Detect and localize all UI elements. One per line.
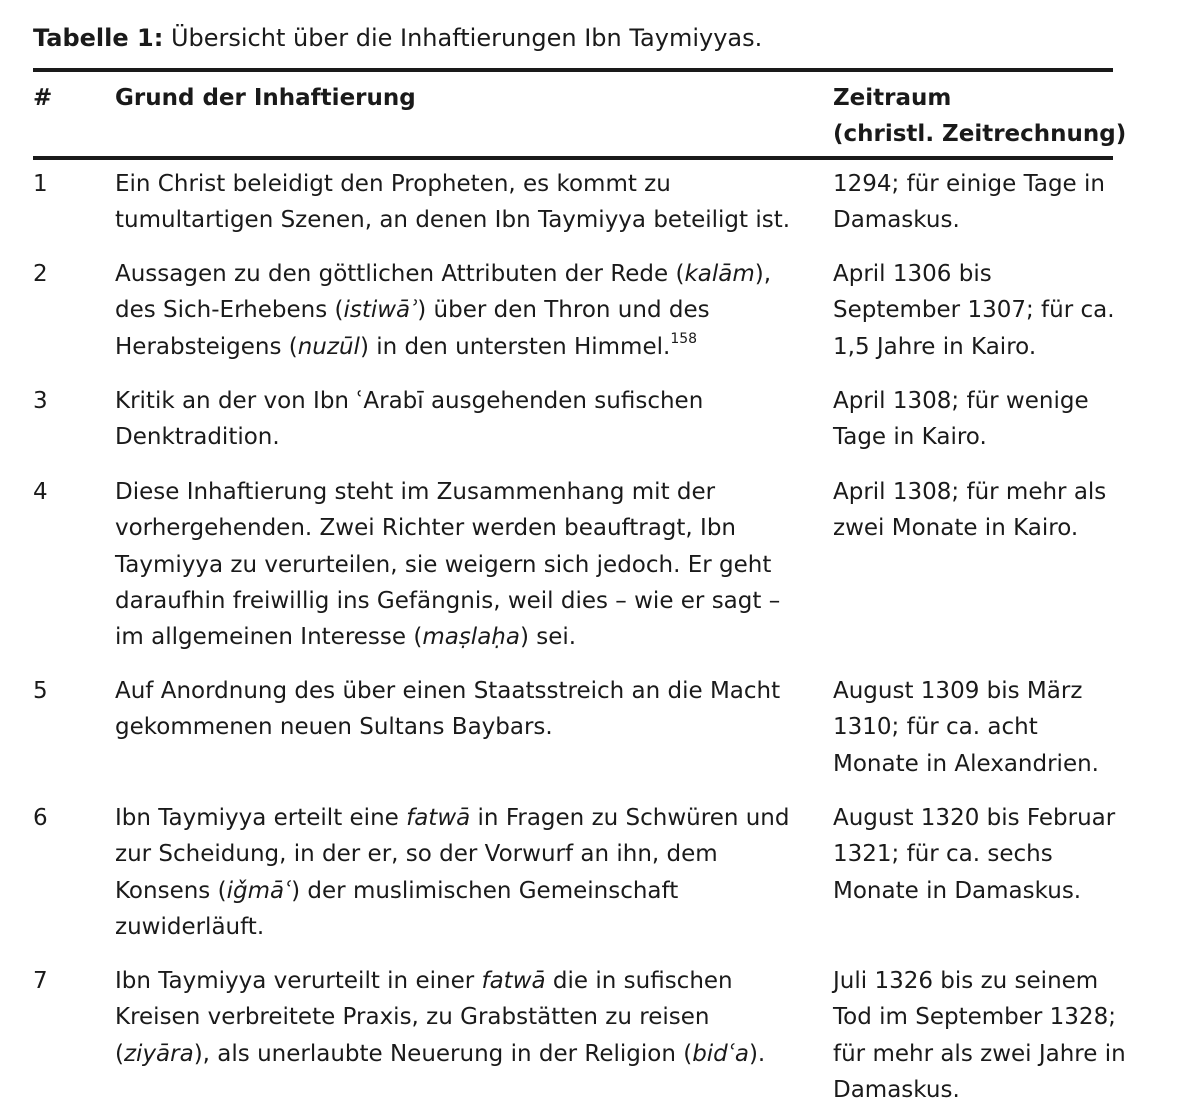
cell-line: zwei Monate in Kairo. (833, 515, 1079, 542)
cell-line: Diese Inhaftierung steht im Zusammenhang mit der (115, 479, 716, 505)
cell-line: August 1320 bis Februar (833, 805, 1116, 831)
cell-line: Monate in Alexandrien. (833, 750, 1099, 777)
row-period (833, 800, 1133, 909)
cell-line: Tage in Kairo. (833, 424, 987, 451)
cell-line: zuwiderläuft. (115, 913, 265, 940)
caption-label: Tabelle 1: (33, 24, 164, 52)
row-reason (115, 673, 815, 746)
row-reason (115, 166, 815, 239)
cell-line: September 1307; für ca. (833, 297, 1115, 324)
table-caption (33, 22, 762, 54)
cell-line: Damaskus. (833, 207, 960, 234)
cell-line: des Sich-Erhebens (istiwāʾ) über den Thron und des (115, 297, 710, 324)
cell-line: Ein Christ beleidigt den Propheten, es kommt zu (115, 171, 671, 197)
cell-line: 1294; für einige Tage in (833, 171, 1105, 197)
cell-line: August 1309 bis März (833, 678, 1083, 704)
row-reason (115, 963, 815, 1072)
cell-line: Kreisen verbreitete Praxis, zu Grabstätten zu reisen (115, 1004, 710, 1031)
cell-line: gekommenen neuen Sultans Baybars. (115, 714, 553, 741)
cell-line: zur Scheidung, in der er, so der Vorwurf an ihn, dem (115, 841, 718, 868)
cell-line: Tod im September 1328; (833, 1004, 1116, 1031)
cell-line: (ziyāra), als unerlaubte Neuerung in der Religion (bidʿa). (115, 1040, 766, 1067)
row-reason (115, 256, 815, 365)
cell-line: Ibn Taymiyya erteilt eine fatwā in Fragen zu Schwüren und (115, 805, 790, 831)
row-period (833, 673, 1133, 782)
cell-line: April 1308; für wenige (833, 388, 1089, 414)
row-number: 7 (33, 968, 48, 994)
cell-line: Aussagen zu den göttlichen Attributen der Rede (kalām), (115, 261, 772, 287)
cell-line: April 1308; für mehr als (833, 479, 1107, 505)
row-period (833, 256, 1133, 365)
header-number: # (33, 85, 53, 111)
cell-line: 1,5 Jahre in Kairo. (833, 333, 1037, 360)
cell-line: im allgemeinen Interesse (maṣlaḥa) sei. (115, 624, 577, 651)
row-number: 4 (33, 479, 48, 505)
cell-line: daraufhin freiwillig ins Gefängnis, weil dies – wie er sagt – (115, 587, 781, 614)
table-top-rule (33, 68, 1113, 72)
row-number: 2 (33, 261, 48, 287)
row-period (833, 474, 1133, 547)
header-period-line1: Zeitraum (833, 85, 952, 111)
row-reason (115, 474, 815, 655)
cell-line: Juli 1326 bis zu seinem (833, 968, 1099, 994)
caption-text: Übersicht über die Inhaftierungen Ibn Taymiyyas. (170, 24, 763, 52)
cell-line: April 1306 bis (833, 261, 992, 287)
row-reason (115, 383, 815, 456)
cell-line: Monate in Damaskus. (833, 877, 1082, 904)
row-number: 6 (33, 805, 48, 831)
cell-line: Kritik an der von Ibn ʿArabī ausgehenden sufischen (115, 388, 704, 414)
cell-line: 1321; für ca. sechs (833, 841, 1053, 868)
header-period (833, 80, 1126, 152)
row-period (833, 166, 1133, 239)
footnote-marker: 158 (670, 330, 698, 347)
cell-line: Auf Anordnung des über einen Staatsstreich an die Macht (115, 678, 781, 704)
row-number: 5 (33, 678, 48, 704)
cell-line: Denktradition. (115, 424, 280, 451)
cell-line: vorhergehenden. Zwei Richter werden beauftragt, Ibn (115, 515, 736, 542)
header-reason: Grund der Inhaftierung (115, 85, 416, 111)
cell-line: Herabsteigens (nuzūl) in den untersten Himmel.$^{158}$ (115, 330, 698, 360)
cell-line: Damaskus. (833, 1076, 960, 1103)
row-reason (115, 800, 815, 945)
cell-line: tumultartigen Szenen, an denen Ibn Taymiyya beteiligt ist. (115, 207, 791, 234)
header-period-line2: (christl. Zeitrechnung) (833, 121, 1127, 147)
row-period (833, 963, 1133, 1108)
cell-line: für mehr als zwei Jahre in (833, 1040, 1126, 1067)
row-number: 3 (33, 388, 48, 414)
row-period (833, 383, 1133, 456)
cell-line: Taymiyya zu verurteilen, sie weigern sich jedoch. Er geht (115, 551, 772, 578)
cell-line: Konsens (iǧmāʿ) der muslimischen Gemeinschaft (115, 877, 679, 904)
cell-line: Ibn Taymiyya verurteilt in einer fatwā die in sufischen (115, 968, 733, 994)
cell-line: 1310; für ca. acht (833, 714, 1038, 741)
row-number: 1 (33, 171, 48, 197)
table-header-rule (33, 156, 1113, 160)
